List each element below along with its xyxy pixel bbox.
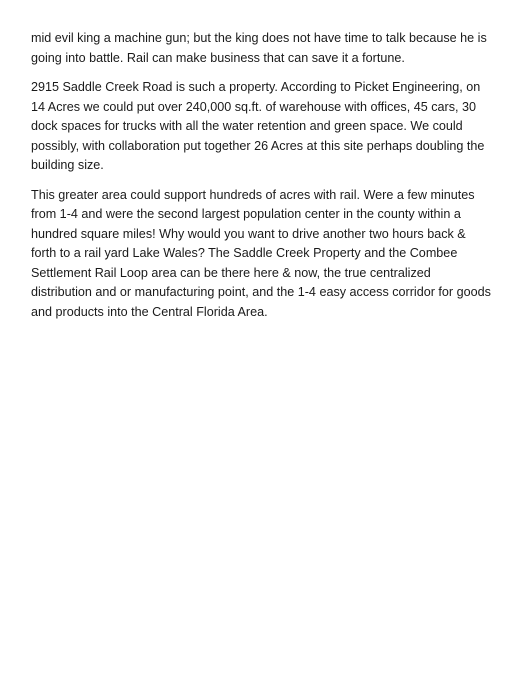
paragraph-greater-area: This greater area could support hundreds of acres with rail. Were a few minutes from 1-4 and were the second largest population center in the county within a hundred square miles! Why would you want to drive another two hours back & forth to a rail yard Lake Wales? The Saddle Creek Property and the Combee Settlement Rail Loop area can be there here & now, the true centralized distribution and or manufacturing point, and the 1-4 easy access corridor for goods and products into the Central Florida Area. (31, 187, 491, 319)
paragraph-continuation: mid evil king a machine gun; but the king does not have time to talk because he is going into battle. Rail can make business that can save it a fortune. (31, 31, 487, 65)
paragraph-saddle-creek-property: 2915 Saddle Creek Road is such a property. According to Picket Engineering, on 14 Acres we could put over 240,000 sq.ft. of warehouse with offices, 45 cars, 30 dock spaces for trucks with all the water retention and green space. We could possibly, with collaboration put together 26 Acres at this site perhaps doubling the building size. (31, 80, 485, 172)
